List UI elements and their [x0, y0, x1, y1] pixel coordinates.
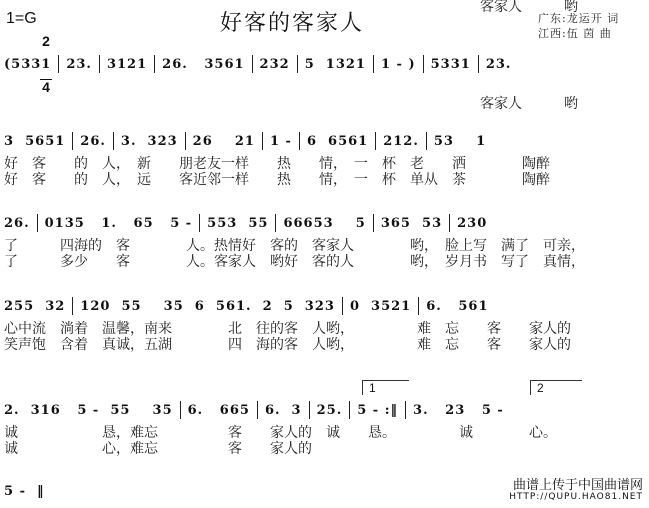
barline [423, 55, 424, 73]
notation-row [4, 214, 487, 232]
lyric-line: 了 四海的 客 人。热情好 客的 客家人 哟， 脸上写 满了 可亲， [4, 238, 585, 254]
measure: 66653 5 [283, 215, 366, 231]
measure: 26. [4, 215, 30, 231]
measure: 23. [485, 56, 512, 72]
measure: 1 - ) [380, 56, 416, 72]
measure: 3. 323 [120, 133, 178, 149]
barline [180, 401, 181, 419]
barline [449, 214, 450, 232]
measure: 5331 [430, 56, 471, 72]
lyric-line: 诚 心，难忘 客 家人的 [4, 441, 312, 457]
measure: 120 55 35 6 561. 2 5 323 [80, 298, 335, 314]
measure: 3. 23 5 - [413, 402, 504, 418]
measure: 553 55 [207, 215, 269, 231]
measure: 23. [66, 56, 92, 72]
barline [342, 297, 343, 315]
measure: 232 [259, 56, 290, 72]
lyric-line: 笑声饱 含着 真诚，五湖 四 海的客 人哟， 难 忘 客 家人的 [4, 337, 571, 353]
measure: 26. 3561 [162, 56, 245, 72]
barline [58, 55, 59, 73]
barline [426, 132, 427, 150]
measure: 6. 561 [426, 298, 489, 314]
barline [199, 214, 200, 232]
barline [373, 55, 374, 73]
barline [113, 132, 114, 150]
lyric-line: 客家人 哟 [4, 0, 578, 15]
barline [252, 55, 253, 73]
notation-row [4, 132, 486, 150]
key-signature: 1=G [6, 10, 37, 27]
song-title: 好客的客家人 [220, 11, 365, 36]
time-top: 2 [42, 33, 50, 49]
measure: 5 - ‖ [4, 484, 45, 499]
lyric-line: 好 客 的 人， 新 朋老友一样 热 情， 一 杯 老 洒 陶醉 [4, 156, 550, 172]
measure: 26. [80, 133, 106, 149]
measure: 26 21 [192, 133, 255, 149]
measure: 0 3521 [349, 298, 412, 314]
measure: 365 53 [380, 215, 443, 231]
lyric-line: 了 多少 客 人。客家人 哟好 客的人 哟， 岁月书 写了 真情， [4, 254, 585, 270]
lyric-line: 诚 恳，难忘 客 家人的 诚 恳。 诚 心。 [4, 425, 557, 441]
lyric-line: 客家人 哟 [4, 96, 578, 112]
notation-row [4, 297, 489, 315]
measure: 2. 316 5 - 55 35 [4, 402, 173, 418]
lyric-line: 好 客 的 人， 远 客近邻一样 热 情， 一 杯 单从 茶 陶醉 [4, 172, 550, 188]
barline [309, 401, 310, 419]
barline [418, 297, 419, 315]
measure: 3 5651 [4, 133, 66, 149]
measure: 5 - :‖ [357, 402, 399, 418]
barline [154, 55, 155, 73]
measure: 3121 [106, 56, 148, 72]
barline [72, 132, 73, 150]
barline [275, 214, 276, 232]
barline [99, 55, 100, 73]
composer-credit: 江西:伍 茵 曲 [538, 27, 612, 40]
time-bottom: 4 [40, 79, 52, 95]
barline [262, 132, 263, 150]
barline [185, 132, 186, 150]
barline [349, 401, 350, 419]
watermark-url: HTTP://QUPU.HAO81.NET [509, 492, 643, 502]
barline [72, 297, 73, 315]
measure: 212. [383, 133, 419, 149]
watermark-text: 曲谱上传于中国曲谱网 [512, 478, 643, 493]
measure: 5 1321 [304, 56, 366, 72]
measure: 53 1 [433, 133, 487, 149]
measure: 6. 3 [264, 402, 302, 418]
barline [297, 55, 298, 73]
barline [257, 401, 258, 419]
measure: (5331 [4, 56, 52, 72]
notation-row [4, 55, 511, 73]
measure: 255 32 [4, 298, 66, 314]
measure: 230 [457, 215, 488, 231]
measure: 25. [316, 402, 343, 418]
notation-row [4, 484, 45, 499]
barline [405, 401, 406, 419]
measure: 0135 1. 65 5 - [44, 215, 193, 231]
measure: 1 - [269, 133, 292, 149]
barline [37, 214, 38, 232]
barline [375, 132, 376, 150]
barline [478, 55, 479, 73]
measure: 6. 665 [187, 402, 250, 418]
measure: 6 6561 [306, 133, 369, 149]
lyricist-credit: 广东:龙运开 词 [538, 12, 620, 25]
notation-row [4, 401, 504, 419]
volta-2: 2 [530, 380, 582, 395]
barline [299, 132, 300, 150]
barline [373, 214, 374, 232]
volta-1: 1 [362, 380, 409, 395]
lyric-line: 心中流 淌着 温馨，南来 北 往的客 人哟， 难 忘 客 家人的 [4, 321, 571, 337]
